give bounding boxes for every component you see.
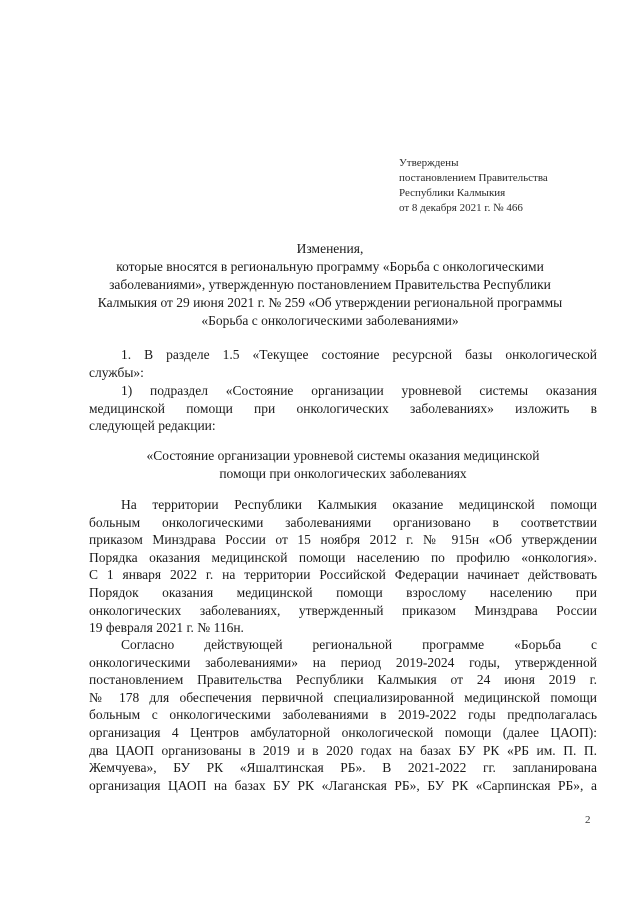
paragraph-line: Жемчуева», БУ РК «Яшалтинская РБ». В 2021-2022 гг. запланирована <box>89 760 597 776</box>
title-line: заболеваниями», утвержденную постановлением Правительства Республики <box>109 277 551 292</box>
document-title <box>70 240 590 330</box>
paragraph-line: На территории Республики Калмыкия оказание медицинской помощи <box>121 497 597 512</box>
paragraph-line: онкологических заболеваниях, утвержденный приказом Минздрава России <box>89 602 597 618</box>
paragraph-line: № 178 для обеспечения первичной специализированной медицинской помощи <box>89 689 597 705</box>
paragraph-line: больным онкологическими заболеваниями организовано в соответствии <box>89 514 597 530</box>
item-1-line: службы»: <box>89 364 144 380</box>
item-1-1-line: 1) подраздел «Состояние организации уровневой системы оказания <box>121 383 597 398</box>
paragraph-line: приказом Минздрава России от 15 ноября 2012 г. № 915н «Об утверждении <box>89 532 597 548</box>
approval-line: Республики Калмыкия <box>399 187 506 199</box>
page-number: 2 <box>585 814 591 826</box>
approval-line: Утверждены <box>399 157 459 169</box>
subtitle-line: помощи при онкологических заболеваниях <box>219 465 467 481</box>
paragraph-line: организация ЦАОП на базах БУ РК «Лаганская РБ», БУ РК «Сарпинская РБ», а <box>89 777 597 793</box>
paragraph-line: постановлением Правительства Республики Калмыкия от 24 июня 2019 г. <box>89 672 597 688</box>
approval-line: от 8 декабря 2021 г. № 466 <box>399 202 523 214</box>
paragraph-line: больным с онкологическими заболеваниями в 2019-2022 годы предполагалась <box>89 707 597 723</box>
paragraph-line: два ЦАОП организованы в 2019 и в 2020 годах на базах БУ РК «РБ им. П. П. <box>89 742 597 758</box>
title-line: Калмыкия от 29 июня 2021 г. № 259 «Об утверждении региональной программы <box>97 295 563 310</box>
section-subtitle <box>89 447 597 482</box>
item-1 <box>89 346 597 381</box>
paragraph-line: С 1 января 2022 г. на территории Российской Федерации начинает действовать <box>89 567 597 583</box>
title-line: «Борьба с онкологическими заболеваниями» <box>201 313 459 328</box>
paragraph-line: 19 февраля 2021 г. № 116н. <box>89 620 244 636</box>
paragraph-line: Согласно действующей региональной программе «Борьба с <box>121 637 597 652</box>
item-1-line: 1. В разделе 1.5 «Текущее состояние ресурсной базы онкологической <box>121 347 597 362</box>
item-1-1-line: следующей редакции: <box>89 418 216 434</box>
approval-stamp <box>399 156 599 216</box>
subtitle-line: «Состояние организации уровневой системы оказания медицинской <box>146 448 540 463</box>
item-1-1 <box>89 382 597 435</box>
paragraph-line: онкологическими заболеваниями» на период 2019-2024 годы, утвержденной <box>89 654 597 670</box>
item-1-1-line: медицинской помощи при онкологических заболеваниях» изложить в <box>89 400 597 416</box>
approval-line: постановлением Правительства <box>399 172 548 184</box>
title-line: которые вносятся в региональную программу «Борьба с онкологическими <box>116 259 544 274</box>
paragraph-1 <box>89 496 597 637</box>
paragraph-line: Порядок оказания медицинской помощи взрослому населению при <box>89 584 597 600</box>
title-line: Изменения, <box>296 241 364 256</box>
paragraph-2 <box>89 636 597 794</box>
paragraph-line: организация 4 Центров амбулаторной онкологической помощи (далее ЦАОП): <box>89 724 597 740</box>
paragraph-line: Порядка оказания медицинской помощи населению по профилю «онкология». <box>89 549 597 565</box>
